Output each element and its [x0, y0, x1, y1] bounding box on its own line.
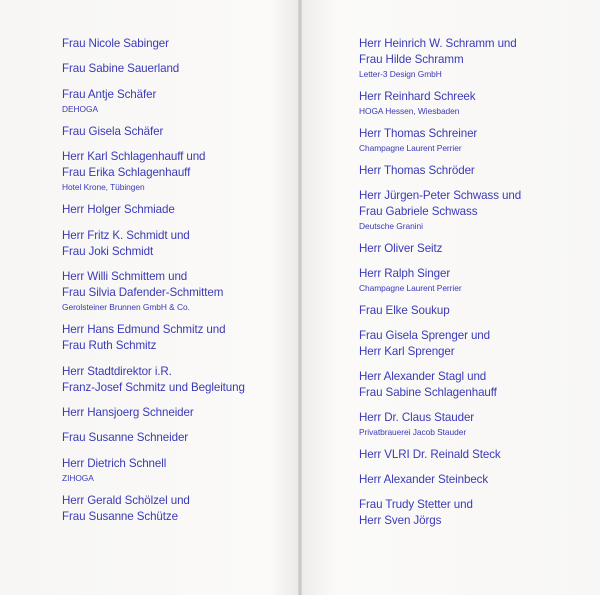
guest-name-line: Herr Willi Schmittem und — [62, 270, 188, 284]
guest-entry — [62, 493, 294, 525]
guest-name-line: Herr Alexander Stagl und — [359, 370, 487, 383]
guest-entry — [359, 447, 595, 463]
guest-affiliation: Champagne Laurent Perrier — [359, 143, 462, 153]
guest-entry — [359, 36, 595, 80]
guest-name-line: Herr Fritz K. Schmidt und — [62, 228, 190, 242]
guest-name-line: Herr VLRI Dr. Reinald Steck — [359, 448, 501, 461]
guest-name-line: Frau Ruth Schmitz — [62, 339, 157, 353]
guest-name-line: Frau Gabriele Schwass — [359, 205, 478, 218]
guest-name-line: Herr Thomas Schröder — [359, 164, 475, 177]
guest-name-line: Frau Elke Soukup — [359, 304, 450, 317]
guest-affiliation: Privatbrauerei Jacob Stauder — [359, 427, 467, 437]
guest-affiliation: HOGA Hessen, Wiesbaden — [359, 106, 460, 116]
guest-entry — [359, 188, 595, 232]
guest-name-line: Frau Trudy Stetter und — [359, 498, 473, 511]
guest-affiliation: Hotel Krone, Tübingen — [62, 182, 145, 193]
guest-name-line: Frau Joki Schmidt — [62, 244, 154, 258]
guest-name-line: Herr Stadtdirektor i.R. — [62, 364, 172, 378]
guest-entry — [62, 456, 294, 484]
guest-name-line: Herr Karl Schlagenhauff und — [62, 150, 206, 164]
guest-entry — [359, 369, 595, 401]
guest-name-line: Herr Hansjoerg Schneider — [62, 405, 194, 419]
guest-entry — [62, 202, 294, 218]
guest-affiliation: ZIHOGA — [62, 472, 94, 483]
guest-name-line: Frau Hilde Schramm — [359, 53, 464, 66]
guest-entry — [62, 405, 294, 421]
guest-entry — [62, 61, 294, 77]
guest-entry — [359, 497, 595, 529]
guest-name-line: Herr Holger Schmiade — [62, 203, 175, 217]
guest-entry — [359, 89, 595, 117]
guest-name-line: Frau Gisela Sprenger und — [359, 329, 491, 342]
guest-name-line: Herr Heinrich W. Schramm und — [359, 37, 517, 50]
guest-name-line: Herr Hans Edmund Schmitz und — [62, 323, 226, 337]
guest-name-line: Herr Reinhard Schreek — [359, 90, 476, 103]
guest-entry — [359, 410, 595, 438]
guest-name-line: Herr Jürgen-Peter Schwass und — [359, 189, 522, 202]
guest-entry — [62, 430, 294, 446]
guest-entry — [62, 322, 294, 354]
guest-name-line: Herr Thomas Schreiner — [359, 127, 478, 140]
guest-name-line: Frau Antje Schäfer — [62, 87, 157, 101]
guest-name-line: Herr Oliver Seitz — [359, 242, 443, 255]
guest-entry — [62, 36, 294, 52]
guest-name-line: Herr Karl Sprenger — [359, 345, 455, 358]
guest-name-line: Frau Erika Schlagenhauff — [62, 166, 191, 180]
guest-affiliation: Letter-3 Design GmbH — [359, 69, 442, 79]
guest-name-line: Herr Dietrich Schnell — [62, 456, 167, 470]
guest-affiliation: Gerolsteiner Brunnen GmbH & Co. — [62, 302, 190, 313]
guest-name-line: Herr Alexander Steinbeck — [359, 473, 489, 486]
guest-name-line: Frau Susanne Schütze — [62, 509, 178, 523]
guest-affiliation: DEHOGA — [62, 103, 98, 114]
guest-entry — [359, 163, 595, 179]
right-page — [301, 0, 600, 595]
guest-entry — [359, 241, 595, 257]
guest-name-line: Frau Susanne Schneider — [62, 431, 189, 445]
guest-affiliation: Champagne Laurent Perrier — [359, 283, 462, 293]
guest-entry — [62, 228, 294, 260]
guest-entry — [62, 364, 294, 396]
guest-name-line: Herr Ralph Singer — [359, 267, 451, 280]
guest-name-line: Frau Silvia Dafender-Schmittem — [62, 286, 224, 300]
guest-entry — [62, 149, 294, 193]
guest-entry — [359, 126, 595, 154]
guest-entry — [359, 328, 595, 360]
guest-name-line: Herr Gerald Schölzel und — [62, 493, 190, 507]
guest-entry — [62, 87, 294, 115]
guest-name-line: Frau Sabine Sauerland — [62, 62, 180, 76]
guest-entry — [62, 269, 294, 313]
guest-name-line: Herr Sven Jörgs — [359, 514, 442, 527]
guest-entry — [359, 303, 595, 319]
left-page — [0, 0, 299, 595]
guest-name-line: Frau Sabine Schlagenhauff — [359, 386, 497, 399]
guest-affiliation: Deutsche Granini — [359, 221, 423, 231]
guest-name-line: Herr Dr. Claus Stauder — [359, 411, 475, 424]
guest-entry — [359, 472, 595, 488]
guest-entry — [359, 266, 595, 294]
guest-name-line: Frau Gisela Schäfer — [62, 124, 164, 138]
right-guest-list — [359, 36, 595, 538]
left-guest-list — [62, 36, 294, 534]
guest-entry — [62, 124, 294, 140]
guest-name-line: Franz-Josef Schmitz und Begleitung — [62, 380, 245, 394]
guest-name-line: Frau Nicole Sabinger — [62, 37, 169, 50]
